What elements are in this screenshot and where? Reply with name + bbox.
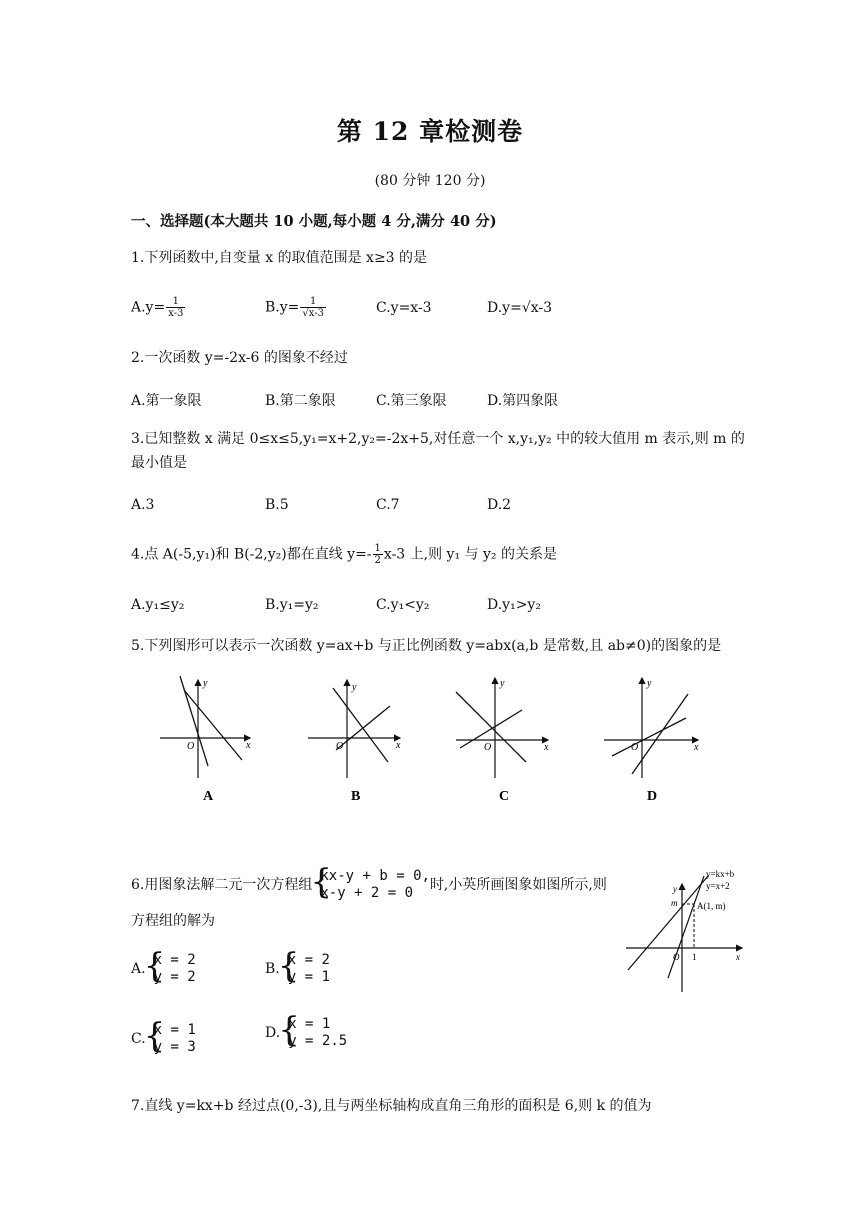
svg-text:O: O [336,741,344,752]
q5-label-b: B [351,789,361,804]
question-7-stem: 7.直线 y=kx+b 经过点(0,-3),且与两坐标轴构成直角三角形的面积是 6,则 k 的值为 [131,1098,652,1114]
question-3-stem-line1: 3.已知整数 x 满足 0≤x≤5,y₁=x+2,y₂=-2x+5,对任意一个 x,y₁,y₂ 中的较大值用 m 表示,则 m 的 [131,431,745,447]
svg-text:x: x [396,740,401,751]
svg-text:m: m [671,898,678,908]
svg-text:O: O [631,742,639,753]
question-5-stem: 5.下列图形可以表示一次函数 y=ax+b 与正比例函数 y=abx(a,b 是常数,且 ab≠0)的图象的是 [131,638,722,654]
q6-option-c: C. { x = 1 y = 3 [131,1022,196,1056]
svg-text:x: x [544,742,549,753]
q2-option-d: D.第四象限 [487,393,559,409]
q5-label-d: D [647,789,658,804]
q1-option-a: A.y= $\frac{1}{x-3}$ [131,296,184,319]
q1-option-c: C.y=x-3 [376,300,432,316]
svg-text:1: 1 [692,952,697,962]
svg-text:O: O [187,741,195,752]
svg-text:x: x [694,742,699,753]
q2-option-c: C.第三象限 [376,393,447,409]
section-heading: 一、选择题(本大题共 10 小题,每小题 4 分,满分 40 分) [131,213,497,230]
q5d-line-2 [632,694,688,774]
page-title: 第 12 章检测卷 [336,117,524,146]
q6-option-d: D. { x = 1 y = 2.5 [265,1016,347,1050]
q3-option-b: B.5 [265,497,289,513]
q2-option-a: A.第一象限 [131,393,202,409]
q1-option-b: B.y= $\frac{1}{√x-3}$ [265,296,324,319]
q5-graph-c [456,678,549,778]
q4-option-d: D.y₁>y₂ [487,597,541,613]
q4-option-b: B.y₁=y₂ [265,597,319,613]
q4-option-c: C.y₁<y₂ [376,597,430,613]
exam-duration-score: (80 分钟 120 分) [374,173,486,189]
question-6-stem: 6.用图象法解二元一次方程组 { kx-y + b = 0, x-y + 2 = 0 时,小英所画图象如图所示,则 [131,868,607,902]
svg-text:y: y [203,678,208,689]
svg-text:y=x+2: y=x+2 [706,881,730,891]
svg-text:x: x [246,740,251,751]
svg-text:x: x [736,952,740,962]
svg-text:y: y [647,678,652,689]
svg-text:A(1, m): A(1, m) [697,901,726,911]
q3-option-d: D.2 [487,497,512,513]
q3-option-a: A.3 [131,497,155,513]
q1-option-d: D.y=√x-3 [487,300,553,316]
q3-option-c: C.7 [376,497,400,513]
q5-graph-b [308,680,401,778]
question-1-stem: 1.下列函数中,自变量 x 的取值范围是 x≥3 的是 [131,250,428,266]
q5-graph-a [160,676,251,778]
svg-text:O: O [673,952,680,962]
q5-label-c: C [499,789,510,804]
svg-text:y: y [500,678,505,689]
q6-option-b: B. { x = 2 y = 1 [265,952,330,986]
q4-option-a: A.y₁≤y₂ [131,597,185,613]
svg-text:O: O [484,742,492,753]
q2-option-b: B.第二象限 [265,393,336,409]
svg-text:y: y [673,884,677,894]
q5-graphs [150,670,710,810]
question-2-stem: 2.一次函数 y=-2x-6 的图象不经过 [131,350,348,366]
q6-equation-system: { kx-y + b = 0, x-y + 2 = 0 [312,868,430,902]
question-3-stem-line2: 最小值是 [131,455,187,471]
svg-text:y: y [352,682,357,693]
q6-option-a: A. { x = 2 y = 2 [131,952,196,986]
svg-text:y=kx+b: y=kx+b [706,869,735,879]
q5a-line-1 [180,676,208,766]
q5-label-a: A [203,789,214,804]
q6-figure [620,866,750,996]
q5-graph-d [604,678,699,778]
question-4-stem: 4.点 A(-5,y₁)和 B(-2,y₂)都在直线 y=- $\frac{1}{2}$ x-3 上,则 y₁ 与 y₂ 的关系是 [131,543,557,566]
question-6-stem-line2: 方程组的解为 [131,913,215,929]
